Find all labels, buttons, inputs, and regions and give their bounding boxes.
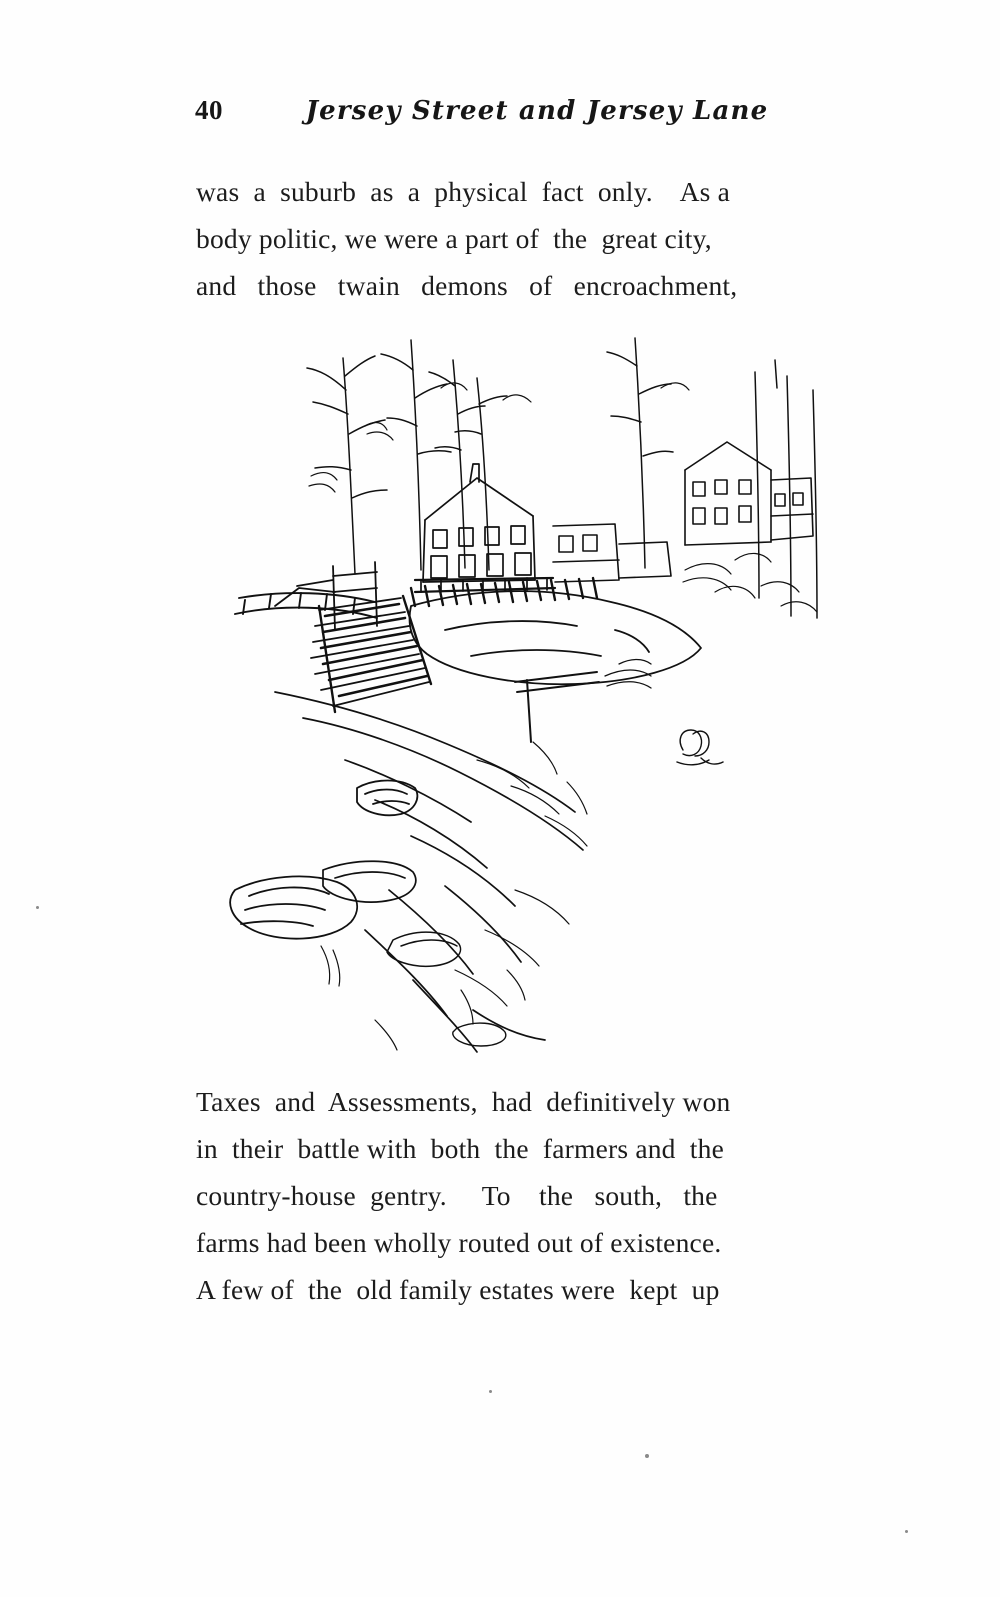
text-line: country-house gentry. To the south, the xyxy=(196,1180,718,1211)
print-speck xyxy=(489,1390,492,1393)
paragraph-top xyxy=(196,168,884,309)
text-line: farms had been wholly routed out of existence. xyxy=(196,1227,722,1258)
paragraph-bottom xyxy=(196,1078,884,1313)
running-head xyxy=(195,95,885,126)
print-speck xyxy=(905,1530,908,1533)
illustration-figure xyxy=(215,330,855,1070)
artist-monogram xyxy=(677,730,723,765)
text-line: and those twain demons of encroachment, xyxy=(196,270,738,301)
text-line: in their battle with both the farmers and the xyxy=(196,1133,724,1164)
running-head-title: Jersey Street and Jersey Lane xyxy=(305,96,769,126)
text-line: A few of the old family estates were kept up xyxy=(196,1274,720,1305)
text-line: Taxes and Assessments, had definitively won xyxy=(196,1086,731,1117)
print-speck xyxy=(645,1454,649,1458)
pen-and-ink-drawing xyxy=(215,330,855,1070)
print-speck xyxy=(36,906,39,909)
text-line: body politic, we were a part of the great city, xyxy=(196,223,712,254)
text-line: was a suburb as a physical fact only. As a xyxy=(196,176,731,207)
page-number: 40 xyxy=(195,95,223,125)
